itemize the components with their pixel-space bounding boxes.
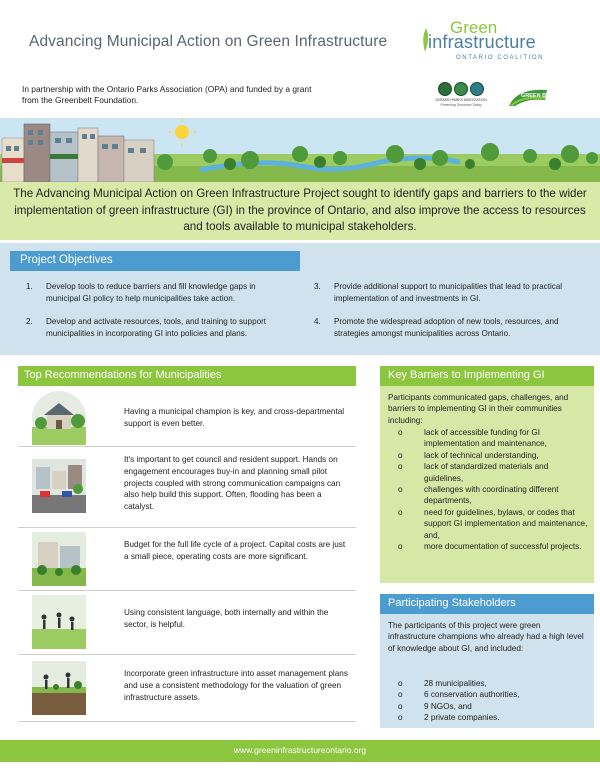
- recommendation-item: [18, 447, 356, 528]
- opa-logo: [432, 82, 490, 116]
- stakeholder-item: [388, 712, 588, 723]
- intro-band: [0, 182, 600, 240]
- garden-icon: [32, 532, 86, 586]
- barrier-item: [388, 541, 588, 552]
- stakeholders-heading: Participating Stakeholders: [388, 597, 516, 609]
- barrier-item: [388, 427, 588, 450]
- stakeholders-intro: The participants of this project were green infrastructure champions who already had a high level of knowledge about GI, and included:: [388, 621, 584, 653]
- barrier-item: [388, 484, 588, 507]
- objective-number: 1.: [26, 282, 33, 291]
- recommendation-item: [18, 655, 356, 722]
- objective-text: Provide additional support to municipalities that lead to practical implementation of and investments in GI.: [334, 282, 563, 303]
- recommendations-heading: Top Recommendations for Municipalities: [24, 369, 222, 381]
- bullet-icon: o: [398, 485, 403, 495]
- bullet-icon: o: [398, 701, 403, 711]
- barrier-text: challenges with coordinating different departments,: [424, 485, 559, 506]
- recommendation-text: It's important to get council and resident support. Hands on engagement encourages buy-in and planning small pilot projects coupled with strong communication campaigns can also help build this support. Often, flooding has been a catalyst.: [124, 455, 341, 512]
- footer-bar: [0, 740, 600, 762]
- opa-tagline: Protecting Tomorrow Today: [440, 103, 482, 107]
- planting-icon: [32, 661, 86, 715]
- barrier-item: [388, 450, 588, 461]
- objectives-section: [0, 243, 600, 355]
- bullet-icon: o: [398, 450, 403, 460]
- stakeholders-list: [388, 678, 588, 724]
- objective-number: 4.: [314, 317, 321, 326]
- footer-url-link[interactable]: www.greeninfrastructureontario.org: [233, 745, 367, 755]
- intro-text: The Advancing Municipal Action on Green Infrastructure Project sought to identify gaps and barriers to the wider implementation of green infrastructure (GI) in the province of Ontario, and also improve the access to resources and tools available to municipal stakeholders.: [13, 187, 587, 233]
- objective-text: Develop and activate resources, tools, and training to support municipalities in incorporating GI into policies and plans.: [46, 317, 267, 338]
- recommendation-item: [18, 528, 356, 591]
- stakeholder-text: 2 private companies.: [424, 713, 500, 723]
- house-icon: [32, 391, 86, 445]
- recommendation-text: Budget for the full life cycle of a project. Capital costs are just a small piece, operating costs are more significant.: [124, 540, 346, 561]
- stakeholder-item: [388, 701, 588, 712]
- bottom-margin: [0, 762, 600, 776]
- page-title: Advancing Municipal Action on Green Infrastructure: [29, 33, 388, 50]
- barriers-heading-bar: [380, 366, 594, 386]
- bullet-icon: o: [398, 679, 403, 688]
- partnership-band: [0, 78, 600, 118]
- barriers-heading: Key Barriers to Implementing GI: [388, 369, 545, 381]
- recommendation-item: [18, 591, 356, 655]
- bullet-icon: o: [398, 690, 403, 700]
- bullet-icon: o: [398, 507, 403, 517]
- partnership-text: In partnership with the Ontario Parks Association (OPA) and funded by a grant from the Greenbelt Foundation.: [22, 84, 312, 105]
- stakeholder-text: 9 NGOs, and: [424, 701, 472, 711]
- stakeholders-heading-bar: [380, 594, 594, 614]
- recommendation-text: Having a municipal champion is key, and cross-departmental support is even better.: [124, 407, 345, 428]
- bullet-icon: o: [398, 462, 403, 472]
- people-icon: [32, 595, 86, 649]
- stakeholder-item: [388, 689, 588, 700]
- header: [0, 0, 600, 78]
- bullet-icon: o: [398, 428, 403, 437]
- barrier-text: need for guidelines, bylaws, or codes that support GI implementation and maintenance, and,: [424, 507, 588, 540]
- barrier-text: lack of accessible funding for GI implementation and maintenance,: [424, 428, 547, 449]
- stakeholders-section: [380, 594, 594, 728]
- logo-line-3: ONTARIO COALITION: [456, 55, 545, 61]
- objective-text: Develop tools to reduce barriers and fill knowledge gaps in municipal GI policy to help municipalities take action.: [46, 282, 256, 303]
- logo-line-1: Green: [450, 18, 498, 37]
- barrier-item: [388, 507, 588, 541]
- barrier-text: more documentation of successful projects.: [424, 542, 582, 552]
- street-icon: [32, 459, 86, 513]
- logo-line-2: infrastructure: [428, 32, 536, 52]
- opa-circle-icon: [454, 82, 468, 96]
- greenbelt-label: GREEN BELT: [521, 93, 557, 99]
- objective-number: 2.: [26, 317, 33, 326]
- gio-logo: [420, 18, 570, 68]
- objectives-heading-bar: [10, 251, 300, 271]
- barriers-section: [380, 366, 594, 583]
- opa-circle-icon: [470, 82, 484, 96]
- stakeholder-text: 28 municipalities,: [424, 679, 487, 688]
- city-park-illustration: [0, 118, 600, 182]
- barrier-item: [388, 461, 588, 484]
- opa-circle-icon: [438, 82, 452, 96]
- greenbelt-logo: [507, 86, 557, 108]
- stakeholder-item: [388, 678, 588, 689]
- objective-number: 3.: [314, 282, 321, 291]
- recommendation-text: Incorporate green infrastructure into asset management plans and use a consistent methodology for the valuation of green infrastructure assets.: [124, 669, 348, 702]
- bullet-icon: o: [398, 713, 403, 723]
- barrier-text: lack of standardized materials and guidelines,: [424, 462, 549, 483]
- barrier-text: lack of technical understanding,: [424, 450, 539, 460]
- barriers-list: [388, 427, 588, 552]
- objectives-heading: Project Objectives: [20, 254, 113, 266]
- barriers-intro: Participants communicated gaps, challenges, and barriers to implementing GI in their communities including:: [388, 393, 569, 425]
- recommendation-item: [18, 390, 356, 447]
- recommendations-heading-bar: [18, 366, 356, 386]
- bullet-icon: o: [398, 542, 403, 552]
- objective-text: Promote the widespread adoption of new tools, resources, and strategies amongst municipalities across Ontario.: [334, 317, 559, 338]
- opa-name: ONTARIO PARKS ASSOCIATION: [435, 98, 487, 102]
- stakeholder-text: 6 conservation authorities,: [424, 690, 520, 700]
- recommendation-text: Using consistent language, both internally and within the sector, is helpful.: [124, 608, 329, 629]
